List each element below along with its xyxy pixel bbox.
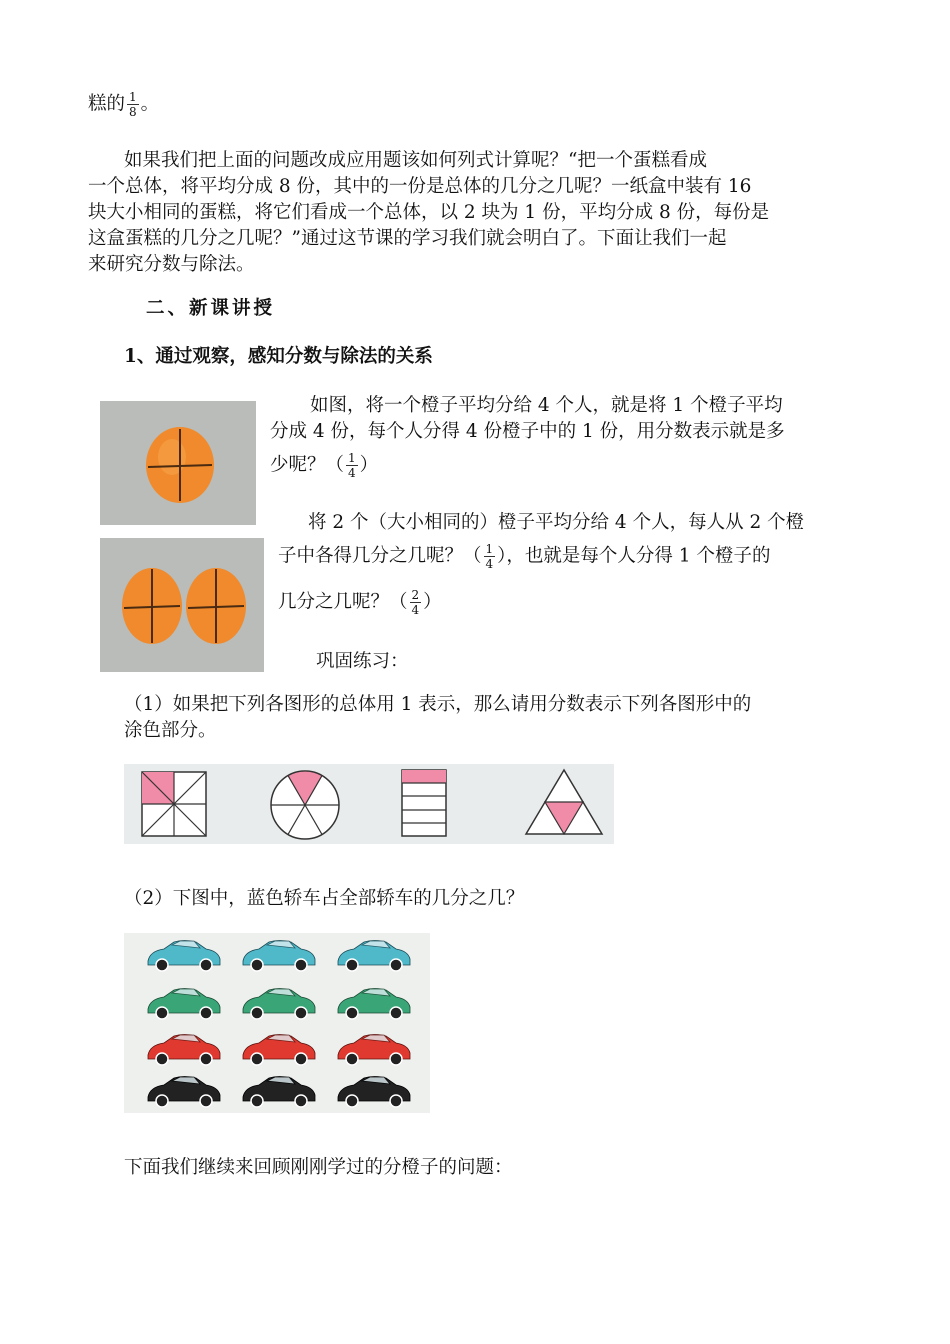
cars-figure — [124, 933, 430, 1113]
blue-cars-row — [148, 941, 410, 972]
question-1-line-1: （1）如果把下列各图形的总体用 1 表示，那么请用分数表示下列各图形中的 — [124, 694, 752, 715]
cake-fraction-line — [88, 90, 159, 119]
fraction-numerator: 2 — [411, 588, 420, 602]
intro-line-5: 来研究分数与除法。 — [88, 254, 255, 275]
intro-line-4: 这盒蛋糕的几分之几呢？”通过这节课的学习我们就会明白了。下面让我们一起 — [88, 228, 727, 249]
shapes-svg — [124, 764, 614, 844]
rectangle-shape — [402, 770, 446, 836]
orange2-line-1: 将 2 个（大小相同的）橙子平均分给 4 个人，每人从 2 个橙 — [308, 512, 805, 533]
subsection-heading: 1、通过观察，感知分数与除法的关系 — [124, 346, 433, 367]
orange2-question: 子中各得几分之几呢？（ — [278, 545, 482, 567]
fraction-denominator: 4 — [485, 557, 494, 571]
section-heading: 二、新课讲授 — [146, 298, 276, 319]
question-2: （2）下图中，蓝色轿车占全部轿车的几分之几？ — [124, 888, 525, 909]
fraction-one-quarter — [346, 451, 358, 480]
close-paren: ） — [359, 454, 379, 476]
orange2-question-2: 几分之几呢？（ — [278, 591, 408, 613]
intro-line-2: 一个总体，将平均分成 8 份，其中的一份是总体的几分之几呢？一纸盒中装有 16 — [88, 176, 752, 197]
orange1-line-2: 分成 4 份，每个人分得 4 份橙子中的 1 份，用分数表示就是多 — [270, 421, 785, 442]
orange1-line-3 — [270, 451, 378, 480]
fraction-one-eighth — [127, 90, 139, 119]
red-cars-row — [148, 1035, 410, 1066]
close-paren: ） — [423, 591, 442, 613]
fraction-denominator: 4 — [348, 466, 356, 480]
two-oranges-photo — [100, 538, 264, 672]
orange1-question: 少呢？（ — [270, 454, 345, 476]
shaded-shapes-figure — [124, 764, 614, 844]
question-1-line-2: 涂色部分。 — [124, 720, 217, 741]
green-cars-row — [148, 989, 410, 1020]
orange2-line-2 — [278, 542, 770, 571]
fraction-one-quarter-b — [484, 542, 496, 571]
one-orange-photo — [100, 401, 256, 525]
practice-label: 巩固练习： — [316, 651, 409, 672]
orange2-line-3 — [278, 588, 442, 617]
fraction-denominator: 8 — [129, 105, 137, 119]
circle-shape — [271, 771, 339, 839]
final-line: 下面我们继续来回顾刚刚学过的分橙子的问题： — [124, 1157, 513, 1178]
cars-svg — [124, 933, 430, 1113]
period: 。 — [140, 93, 160, 115]
two-oranges-cut-icon — [100, 538, 264, 672]
intro-line-3: 块大小相同的蛋糕，将它们看成一个总体，以 2 块为 1 份，平均分成 8 份，每份是 — [88, 202, 770, 223]
black-cars-row — [148, 1077, 410, 1108]
fraction-numerator: 1 — [129, 90, 137, 104]
fraction-numerator: 1 — [348, 451, 356, 465]
triangle-shape — [526, 770, 602, 834]
fraction-two-quarters — [410, 588, 422, 617]
orange2-continuation: ），也就是每个人分得 1 个橙子的 — [497, 545, 771, 567]
cake-fraction-text: 糕的 — [88, 93, 126, 115]
orange1-line-1: 如图，将一个橙子平均分给 4 个人，就是将 1 个橙子平均 — [310, 395, 783, 416]
fraction-numerator: 1 — [485, 542, 494, 556]
orange-cut-icon — [100, 401, 256, 525]
square-shape — [142, 772, 206, 836]
intro-line-1: 如果我们把上面的问题改成应用题该如何列式计算呢？“把一个蛋糕看成 — [124, 150, 707, 171]
fraction-denominator: 4 — [411, 603, 420, 617]
